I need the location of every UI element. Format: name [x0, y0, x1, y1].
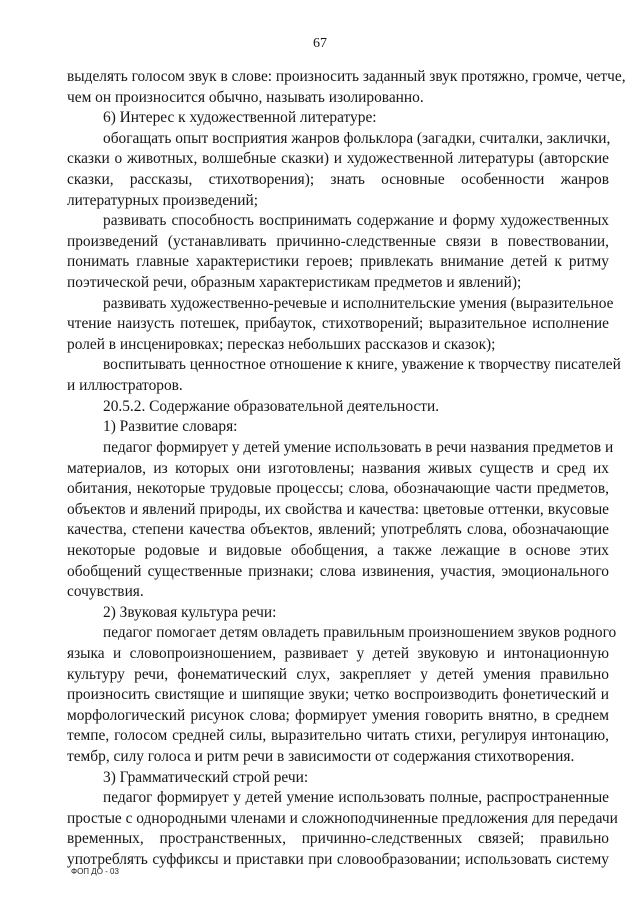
text-line: тембр, силу голоса и ритм речи в зависимости от содержания стихотворения.	[67, 748, 575, 765]
text-line: употреблять суффиксы и приставки при словообразовании; использовать систему	[67, 851, 609, 868]
text-line: обогащать опыт восприятия жанров фольклора (загадки, считалки, заклички,	[103, 130, 611, 147]
text-line: литературных произведений;	[67, 192, 259, 209]
text-line: простые с однородными членами и сложноподчиненные предложения для передачи	[67, 810, 618, 827]
text-line: культуру речи, фонематический слух, закрепляет у детей умения правильно	[67, 666, 609, 683]
document-footer-code: ФОП ДО - 03	[71, 867, 119, 876]
text-line: качества, степени качества объектов, явлений; употреблять слова, обозначающие	[67, 521, 609, 538]
text-line: поэтической речи, образным характеристикам предметов и явлений);	[67, 274, 522, 291]
text-line: выделять голосом звук в слове: произносить заданный звук протяжно, громче, четче,	[67, 68, 626, 85]
text-line: произведений (устанавливать причинно-следственные связи в повествовании,	[67, 233, 609, 250]
text-line: материалов, из которых они изготовлены; названия живых существ и сред их	[67, 460, 609, 477]
section-heading: 20.5.2. Содержание образовательной деятельности.	[103, 398, 440, 415]
text-line: развивать художественно-речевые и исполнительские умения (выразительное	[103, 295, 614, 312]
subsection-heading: 2) Звуковая культура речи:	[103, 604, 277, 621]
text-line: чтение наизусть потешек, прибауток, стихотворений; выразительное исполнение	[67, 315, 609, 332]
text-line: педагог формирует у детей умение использовать полные, распространенные	[103, 789, 609, 806]
text-line: 6) Интерес к художественной литературе:	[103, 109, 377, 126]
text-line: языка и словопроизношением, развивает у детей звуковую и интонационную	[67, 645, 609, 662]
text-line: педагог формирует у детей умение использовать в речи названия предметов и	[103, 439, 614, 456]
text-line: понимать главные характеристики героев; привлекать внимание детей к ритму	[67, 253, 609, 270]
text-line: педагог помогает детям овладеть правильным произношением звуков родного	[103, 624, 617, 641]
text-line: обитания, некоторые трудовые процессы; слова, обозначающие части предметов,	[67, 480, 609, 497]
text-line: произносить свистящие и шипящие звуки; четко воспроизводить фонетический и	[67, 686, 609, 703]
text-line: воспитывать ценностное отношение к книге, уважение к творчеству писателей	[103, 356, 621, 373]
text-line: чем он произносится обычно, называть изолированно.	[67, 89, 424, 106]
text-line: развивать способность воспринимать содержание и форму художественных	[103, 212, 609, 229]
subsection-heading: 1) Развитие словаря:	[103, 418, 238, 435]
text-line: объектов и явлений природы, их свойства и качества: цветовые оттенки, вкусовые	[67, 501, 609, 518]
text-line: темпе, голосом средней силы, выразительно читать стихи, регулируя интонацию,	[67, 727, 609, 744]
text-line: и иллюстраторов.	[67, 377, 183, 394]
text-line: временных, пространственных, причинно-следственных связей; правильно	[67, 830, 609, 847]
text-line: некоторые родовые и видовые обобщения, а также лежащие в основе этих	[67, 542, 609, 559]
text-line: морфологический рисунок слова; формирует умения говорить внятно, в среднем	[67, 707, 609, 724]
page-number: 67	[313, 36, 327, 51]
subsection-heading: 3) Грамматический строй речи:	[103, 769, 309, 786]
text-line: обобщений существенные признаки; слова извинения, участия, эмоционального	[67, 563, 609, 580]
text-line: ролей в инсценировках; пересказ небольших рассказов и сказок);	[67, 336, 496, 353]
text-line: сочувствия.	[67, 583, 144, 600]
text-line: сказки, рассказы, стихотворения); знать основные особенности жанров	[67, 171, 609, 188]
text-line: сказки о животных, волшебные сказки) и художественной литературы (авторские	[67, 150, 609, 167]
